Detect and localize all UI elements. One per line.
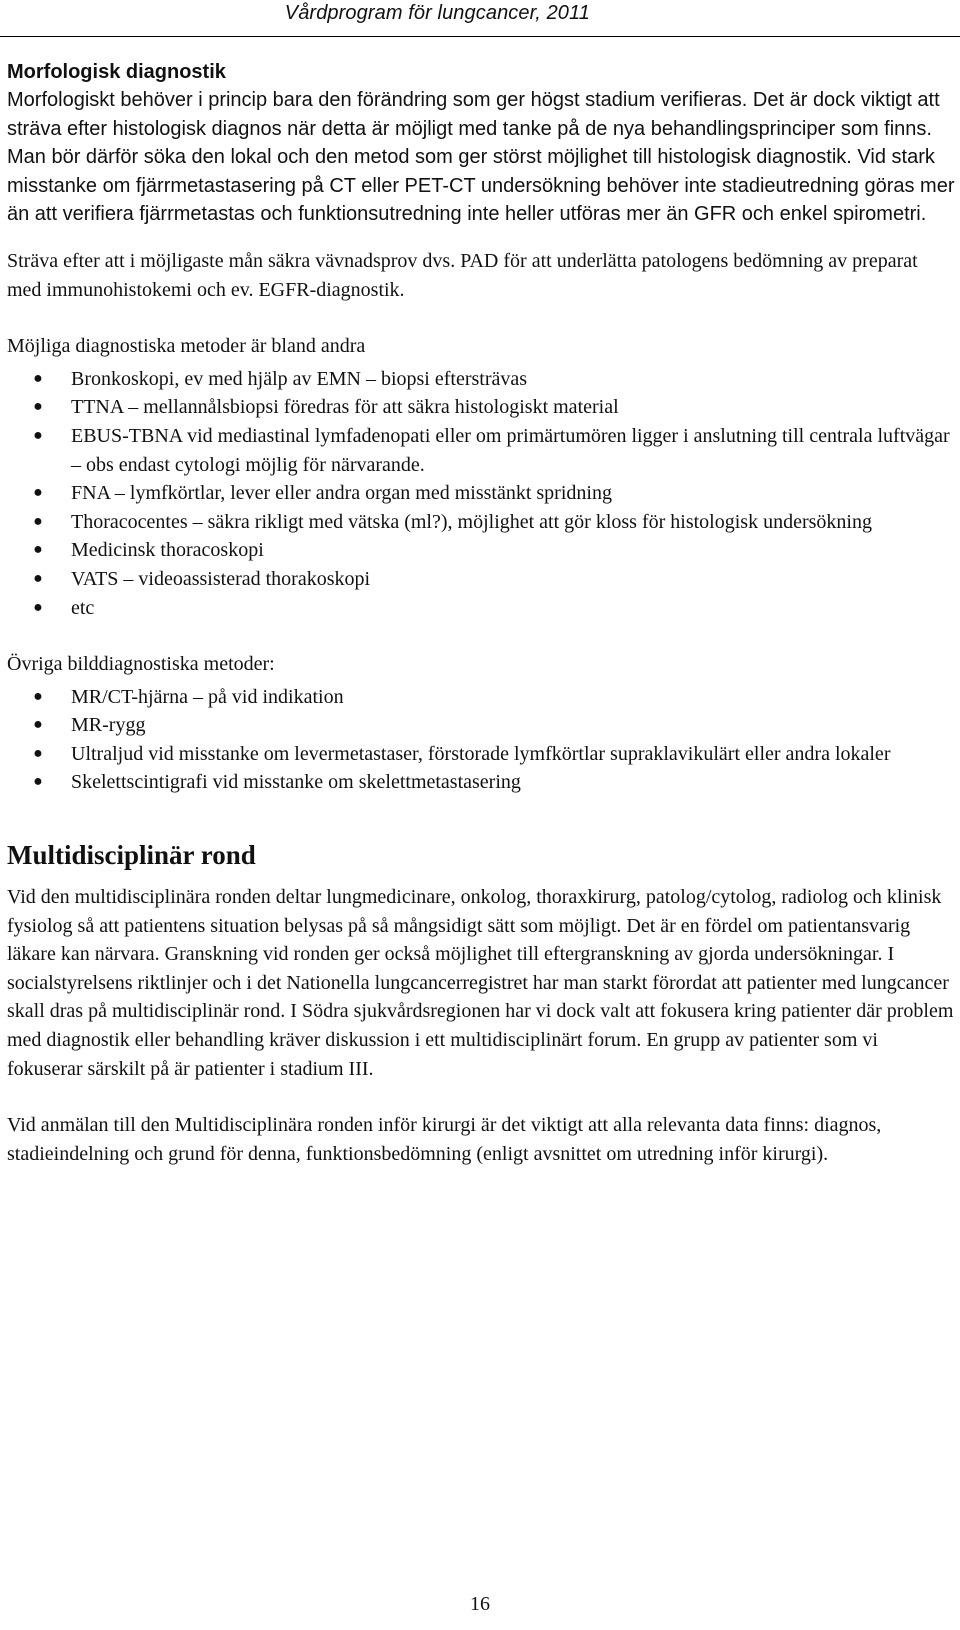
imaging-methods-list bbox=[7, 683, 955, 797]
diagnostic-methods-list bbox=[7, 365, 955, 622]
imaging-item-text: Ultraljud vid misstanke om levermetastaser, förstorade lymfkörtlar supraklavikulärt eller andra lokaler bbox=[71, 742, 891, 765]
list-item bbox=[7, 711, 955, 740]
imaging-item-text: Skelettscintigrafi vid misstanke om skelettmetastasering bbox=[71, 771, 521, 794]
section-heading-multidisciplinar-rond: Multidisciplinär rond bbox=[7, 840, 256, 871]
bullet-icon: ● bbox=[33, 773, 43, 791]
bullet-icon: ● bbox=[33, 398, 43, 416]
paragraph-tissue-sampling: Sträva efter att i möjligaste mån säkra vävnadsprov dvs. PAD för att underlätta patologens bedömning av preparat med immunohistokemi och ev. EGFR-diagnostik. bbox=[7, 249, 918, 301]
page-content bbox=[7, 58, 955, 1168]
list-item bbox=[7, 536, 955, 565]
bullet-icon: ● bbox=[33, 569, 43, 587]
bullet-icon: ● bbox=[33, 426, 43, 444]
paragraph-mdt-description: Vid den multidisciplinära ronden deltar lungmedicinare, onkolog, thoraxkirurg, patolog/cytolog, radiolog och klinisk fysiolog så att patientens situation belysas på så mångsidigt sätt som möjligt. Det är en fördel om patientansvarig läkare kan närvara. Granskning vid ronden ger också möjlighet till eftergranskning av gjorda undersökningar. I socialstyrelsens riktlinjer och i det Nationella lungcancerregistret har man starkt förordat att patienter med lungcancer skall dras på multidisciplinär rond. I Södra sjukvårdsregionen har vi dock valt att fokusera kring patienter där problem med diagnostik eller behandling kräver diskussion i ett multidisciplinärt forum. En grupp av patienter som vi fokuserar särskilt på är patienter i stadium III. bbox=[7, 886, 954, 1080]
page-number: 16 bbox=[470, 1593, 490, 1615]
bullet-icon: ● bbox=[33, 716, 43, 734]
list-item bbox=[7, 508, 955, 537]
imaging-item-text: MR/CT-hjärna – på vid indikation bbox=[71, 685, 344, 708]
method-item-text: Bronkoskopi, ev med hjälp av EMN – biopsi eftersträvas bbox=[71, 367, 528, 390]
method-item-text: etc bbox=[71, 596, 95, 619]
bullet-icon: ● bbox=[33, 484, 43, 502]
method-item-text: TTNA – mellannålsbiopsi föredras för att säkra histologiskt material bbox=[71, 396, 619, 419]
bullet-icon: ● bbox=[33, 512, 43, 530]
running-header bbox=[0, 0, 960, 37]
paragraph-mdt-referral: Vid anmälan till den Multidisciplinära ronden inför kirurgi är det viktigt att alla relevanta data finns: diagnos, stadieindelning och grund för denna, funktionsbedömning (enligt avsnittet om utredning inför kirurgi). bbox=[7, 1114, 882, 1165]
method-item-text: Thoracocentes – säkra rikligt med vätska (ml?), möjlighet att gör kloss för histologisk undersökning bbox=[71, 510, 872, 533]
list-item bbox=[7, 365, 955, 394]
section-heading-morfologisk-diagnostik: Morfologisk diagnostik bbox=[7, 61, 226, 83]
imaging-item-text: MR-rygg bbox=[71, 714, 146, 737]
imaging-intro: Övriga bilddiagnostiska metoder: bbox=[7, 653, 275, 676]
bullet-icon: ● bbox=[33, 744, 43, 762]
method-item-text: EBUS-TBNA vid mediastinal lymfadenopati eller om primärtumören ligger i anslutning till centrala luftvägar – obs endast cytologi möjlig för närvarande. bbox=[71, 424, 950, 476]
method-item-text: FNA – lymfkörtlar, lever eller andra organ med misstänkt spridning bbox=[71, 482, 612, 505]
list-item bbox=[7, 740, 955, 769]
paragraph-morphology-intro: Morfologiskt behöver i princip bara den förändring som ger högst stadium verifieras. Det är dock viktigt att sträva efter histologisk diagnos när detta är möjligt med tanke på de nya behandlingsprinciper som finns. Man bör därför söka den lokal och den metod som ger störst möjlighet till histologisk diagnostik. Vid stark misstanke om fjärrmetastasering på CT eller PET-CT undersökning behöver inte stadieutredning göras mer än att verifiera fjärrmetastas och funktionsutredning inte heller utföras mer än GFR och enkel spirometri. bbox=[7, 89, 955, 226]
bullet-icon: ● bbox=[33, 369, 43, 387]
list-item bbox=[7, 594, 955, 623]
methods-intro: Möjliga diagnostiska metoder är bland andra bbox=[7, 335, 366, 358]
method-item-text: VATS – videoassisterad thorakoskopi bbox=[71, 567, 371, 590]
list-item bbox=[7, 683, 955, 712]
list-item bbox=[7, 768, 955, 797]
list-item bbox=[7, 393, 955, 422]
list-item bbox=[7, 479, 955, 508]
bullet-icon: ● bbox=[33, 598, 43, 616]
list-item bbox=[7, 422, 955, 479]
running-title: Vårdprogram för lungcancer, 2011 bbox=[284, 2, 590, 24]
method-item-text: Medicinsk thoracoskopi bbox=[71, 539, 264, 562]
bullet-icon: ● bbox=[33, 687, 43, 705]
list-item bbox=[7, 565, 955, 594]
bullet-icon: ● bbox=[33, 541, 43, 559]
